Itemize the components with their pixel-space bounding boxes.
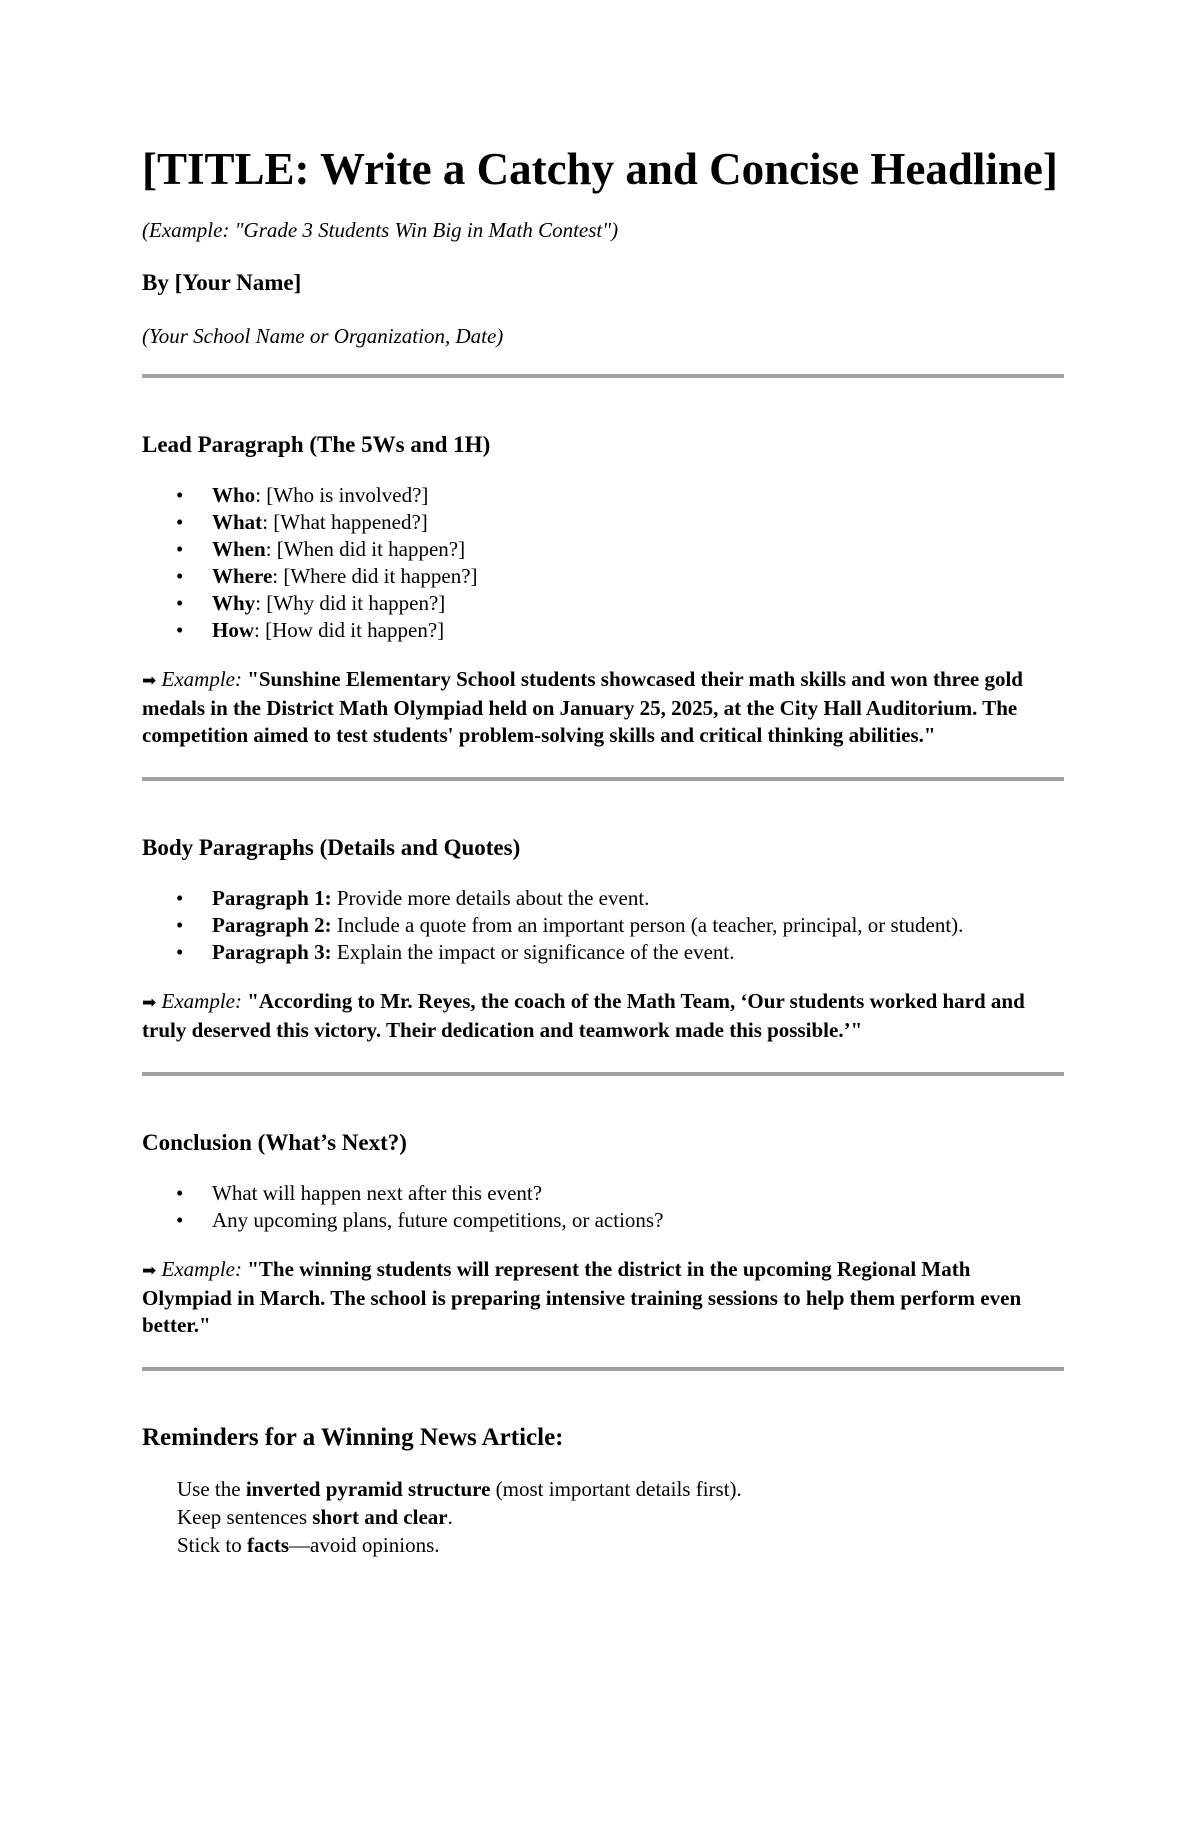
bullet-icon: • xyxy=(176,886,184,910)
example-label: Example: xyxy=(161,989,242,1013)
list-item xyxy=(176,939,1064,966)
arrow-right-icon: ➡ xyxy=(142,993,157,1013)
item-text: [Where did it happen?] xyxy=(283,564,478,588)
list-item xyxy=(176,617,1064,644)
body-heading: Body Paragraphs (Details and Quotes) xyxy=(142,835,521,860)
item-label: Paragraph 1: xyxy=(212,886,332,910)
list-item xyxy=(176,563,1064,590)
list-item xyxy=(176,885,1064,912)
item-sep: : xyxy=(255,483,267,507)
item-text: [Who is involved?] xyxy=(266,483,429,507)
org-date-line: (Your School Name or Organization, Date) xyxy=(142,324,504,348)
arrow-right-icon: ➡ xyxy=(142,1261,157,1281)
document-title: [TITLE: Write a Catchy and Concise Headline] xyxy=(142,144,1058,194)
bullet-icon: • xyxy=(176,510,184,534)
divider xyxy=(142,1367,1064,1371)
arrow-right-icon: ➡ xyxy=(142,671,157,691)
item-label: Paragraph 3: xyxy=(212,940,332,964)
item-text: [Why did it happen?] xyxy=(266,591,446,615)
item-label: When xyxy=(212,537,266,561)
item-label: Where xyxy=(212,564,273,588)
title-example: (Example: "Grade 3 Students Win Big in Math Contest") xyxy=(142,218,619,242)
list-item xyxy=(176,482,1064,509)
item-label: What xyxy=(212,510,263,534)
item-text: Explain the impact or significance of the event. xyxy=(331,940,735,964)
list-item xyxy=(176,509,1064,536)
bullet-icon: • xyxy=(176,940,184,964)
example-text: "According to Mr. Reyes, the coach of the Math Team, ‘Our students worked hard and truly deserved this victory. Their dedication and teamwork made this possible.’" xyxy=(142,989,1025,1042)
list-item xyxy=(177,1475,1064,1503)
item-emphasis: short and clear xyxy=(312,1505,448,1529)
document-content xyxy=(142,142,1064,1559)
conclusion-list xyxy=(142,1180,1064,1234)
item-text: —avoid opinions. xyxy=(289,1533,440,1557)
bullet-icon: • xyxy=(176,537,184,561)
item-text: Include a quote from an important person (a teacher, principal, or student). xyxy=(331,913,964,937)
example-label: Example: xyxy=(161,1257,242,1281)
item-emphasis: facts xyxy=(247,1533,289,1557)
item-text: Keep sentences xyxy=(177,1505,313,1529)
lead-heading: Lead Paragraph (The 5Ws and 1H) xyxy=(142,432,491,457)
list-item xyxy=(176,590,1064,617)
example-text: "The winning students will represent the district in the upcoming Regional Math Olympiad in March. The school is preparing intensive training sessions to help them perform even better." xyxy=(142,1257,1022,1337)
list-item xyxy=(176,536,1064,563)
list-item xyxy=(177,1503,1064,1531)
list-item xyxy=(176,1207,1064,1234)
bullet-icon: • xyxy=(176,591,184,615)
example-text: "Sunshine Elementary School students showcased their math skills and won three gold medals in the District Math Olympiad held on January 25, 2025, at the City Hall Auditorium. The competition aimed to test students' problem-solving skills and critical thinking abilities." xyxy=(142,667,1023,747)
reminders-list xyxy=(142,1475,1064,1559)
divider xyxy=(142,374,1064,378)
item-label: Who xyxy=(212,483,256,507)
bullet-icon: • xyxy=(176,618,184,642)
item-label: Paragraph 2: xyxy=(212,913,332,937)
example-label: Example: xyxy=(161,667,242,691)
conclusion-heading: Conclusion (What’s Next?) xyxy=(142,1130,407,1155)
item-label: Why xyxy=(212,591,256,615)
item-sep: : xyxy=(262,510,274,534)
item-text: (most important details first). xyxy=(490,1477,742,1501)
item-sep: : xyxy=(255,591,267,615)
divider xyxy=(142,1072,1064,1076)
item-text: [When did it happen?] xyxy=(276,537,466,561)
lead-list xyxy=(142,482,1064,644)
item-text: . xyxy=(447,1505,453,1529)
bullet-icon: • xyxy=(176,913,184,937)
item-text: Use the xyxy=(177,1477,246,1501)
bullet-icon: • xyxy=(176,564,184,588)
item-sep: : xyxy=(254,618,266,642)
item-text: Stick to xyxy=(177,1533,248,1557)
item-sep: : xyxy=(265,537,277,561)
list-item xyxy=(176,1180,1064,1207)
divider xyxy=(142,777,1064,781)
lead-example xyxy=(142,666,1064,749)
list-item xyxy=(176,912,1064,939)
item-text: [How did it happen?] xyxy=(265,618,445,642)
bullet-icon: • xyxy=(176,1181,184,1205)
item-sep: : xyxy=(272,564,284,588)
body-example xyxy=(142,988,1064,1044)
conclusion-example xyxy=(142,1256,1064,1339)
bullet-icon: • xyxy=(176,483,184,507)
body-list xyxy=(142,885,1064,966)
reminders-heading: Reminders for a Winning News Article: xyxy=(142,1424,564,1451)
bullet-icon: • xyxy=(176,1208,184,1232)
item-text: What will happen next after this event? xyxy=(212,1181,543,1205)
item-text: Any upcoming plans, future competitions, or actions? xyxy=(212,1208,664,1232)
byline: By [Your Name] xyxy=(142,270,302,295)
item-emphasis: inverted pyramid structure xyxy=(245,1477,491,1501)
list-item xyxy=(177,1531,1064,1559)
item-text: Provide more details about the event. xyxy=(331,886,650,910)
item-text: [What happened?] xyxy=(273,510,428,534)
item-label: How xyxy=(212,618,254,642)
